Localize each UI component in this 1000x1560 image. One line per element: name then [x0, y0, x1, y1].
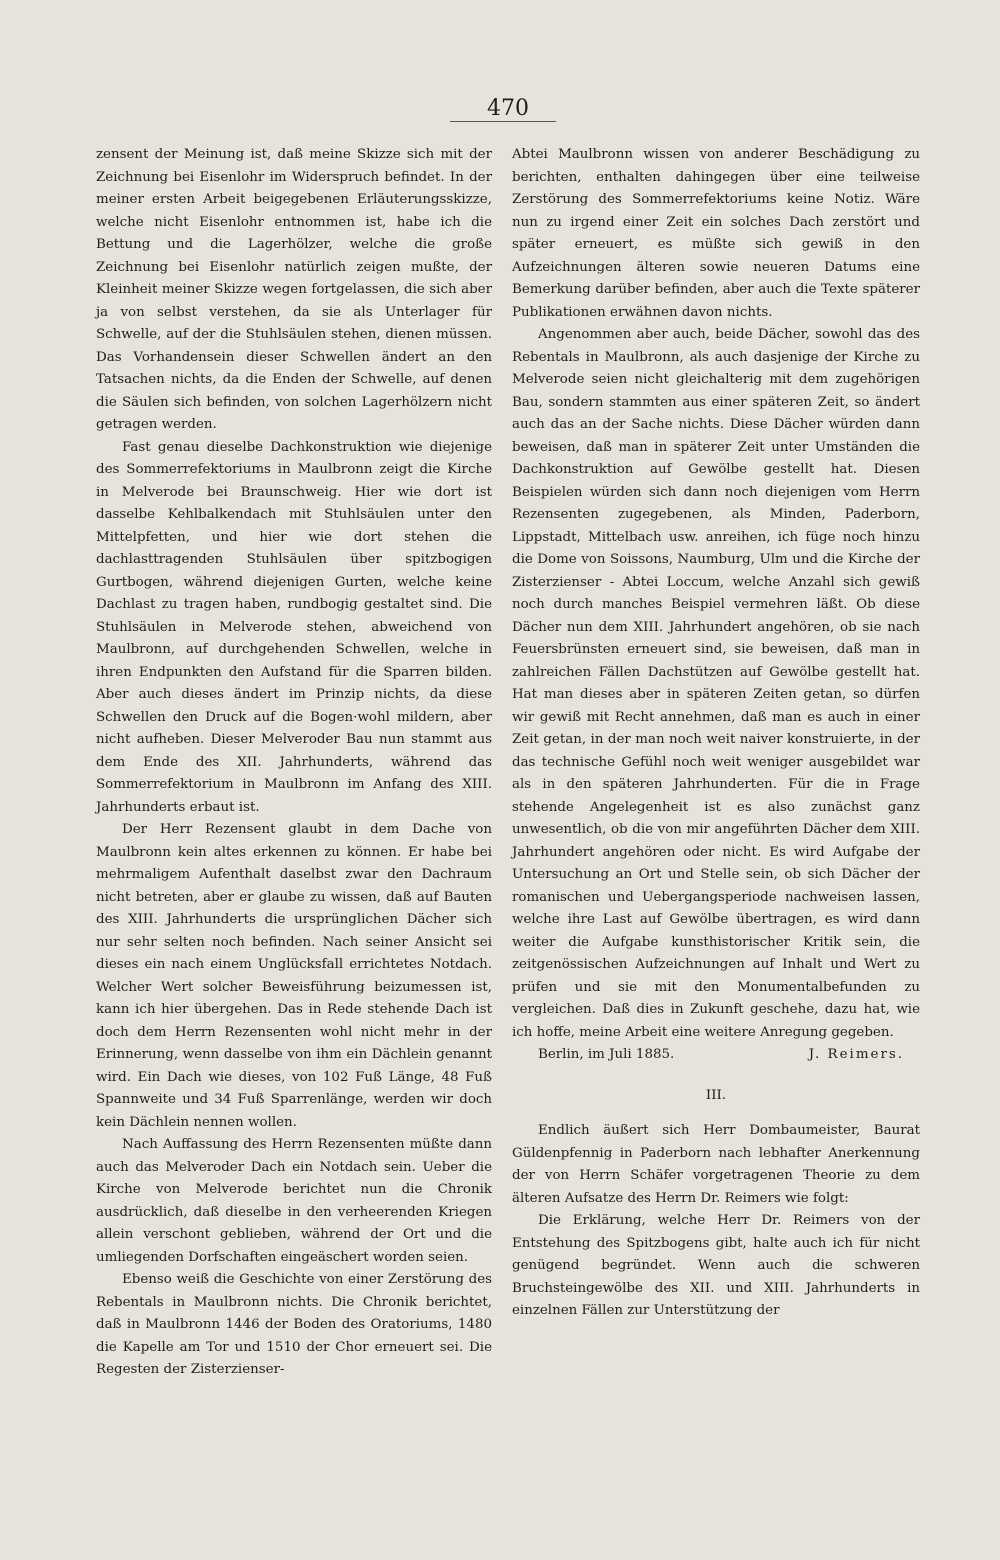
header-rule [450, 121, 556, 122]
paragraph: Die Erklärung, welche Herr Dr. Reimers von der Entstehung des Spitzbogens gibt, halte auch ich für nicht genügend begründet. Wenn auch die schweren Bruchsteingewölbe des XII. und XIII. Jahrhunderts in einzelnen Fällen zur Unterstützung der [512, 1213, 920, 1318]
paragraph: zensent der Meinung ist, daß meine Skizze sich mit der Zeichnung bei Eisenlohr im Widerspruch befindet. In der meiner ersten Arbeit beigegebenen Erläuterungsskizze, welche nicht Eisenlohr entnommen ist, habe ich die Bettung und die Lagerhölzer, welche die große Zeichnung bei Eisenlohr natürlich zeigen mußte, der Kleinheit meiner Skizze wegen fortgelassen, die sich aber ja von selbst verstehen, da sie als Unterlager für Schwelle, auf der die Stuhlsäulen stehen, dienen müssen. Das Vorhandensein dieser Schwellen ändert an den Tatsachen nichts, da die Enden der Schwelle, auf denen die Säulen sich befinden, von solchen Lagerhölzern nicht getragen werden. [96, 147, 492, 432]
paragraph: Fast genau dieselbe Dachkonstruktion wie diejenige des Sommerrefektoriums in Maulbronn zeigt die Kirche in Melverode bei Braunschweig. Hier wie dort ist dasselbe Kehlbalkendach mit Stuhlsäulen unter den Mittelpfetten, und hier wie dort stehen die dachlasttragenden Stuhlsäulen über spitzbogigen Gurtbogen, während diejenigen Gurten, welche keine Dachlast zu tragen haben, rundbogig gestaltet sind. Die Stuhlsäulen in Melverode stehen, abweichend von Maulbronn, auf durchgehenden Schwellen, welche in ihren Endpunkten den Aufstand für die Sparren bilden. Aber auch dieses ändert im Prinzip nichts, da diese Schwellen den Druck auf die Bogen·wohl mildern, aber nicht aufheben. Dieser Melveroder Bau nun stammt aus dem Ende des XII. Jahrhunderts, während das Sommerrefektorium in Maulbronn im Anfang des XIII. Jahrhunderts erbaut ist. [96, 439, 492, 815]
page-number: 470 [487, 96, 529, 121]
paragraph: Angenommen aber auch, beide Dächer, sowohl das des Rebentals in Maulbronn, als auch dasjenige der Kirche zu Melverode seien nicht gleichalterig mit dem zugehörigen Bau, sondern stammten aus einer späteren Zeit, so ändert auch das an der Sache nichts. Diese Dächer würden dann beweisen, daß man in späterer Zeit unter Umständen die Dachkonstruktion auf Gewölbe gestellt hat. Diesen Beispielen würden sich dann noch diejenigen vom Herrn Rezensenten zugegebenen, als Minden, Paderborn, Lippstadt, Mittelbach usw. anreihen, ich füge noch hinzu die Dome von Soissons, Naumburg, Ulm und die Kirche der Zisterzienser - Abtei Loccum, welche Anzahl sich gewiß noch durch manches Beispiel vermehren läßt. Ob diese Dächer nun dem XIII. Jahrhundert angehören, ob sie nach Feuersbrünsten erneuert sind, sie beweisen, daß man in zahlreichen Fällen Dachstützen auf Gewölbe gestellt hat. Hat man dieses aber in späteren Zeiten getan, so dürfen wir gewiß mit Recht annehmen, daß man es auch in einer Zeit getan, in der man noch weit naiver konstruierte, in der das technische Gefühl noch weit weniger ausgebildet war als in den späteren Jahrhunderten. Für die in Frage stehende Angelegenheit ist es also zunächst ganz unwesentlich, ob die von mir angeführten Dächer dem XIII. Jahrhundert angehören oder nicht. Es wird Aufgabe der Untersuchung an Ort und Stelle sein, ob sich Dächer der romanischen und Uebergangsperiode nachweisen lassen, welche ihre Last auf Gewölbe übertragen, es wird dann weiter die Aufgabe kunsthistorischer Kritik sein, die zeitgenössischen Aufzeichnungen auf Inhalt und Wert zu prüfen und sie mit den Monumentalbefunden zu vergleichen. Daß dies in Zukunft geschehe, dazu hat, wie ich hoffe, meine Arbeit eine weitere Anregung gegeben. [512, 327, 920, 1040]
place-date: Berlin, im Juli 1885. [538, 1047, 675, 1062]
paragraph: Ebenso weiß die Geschichte von einer Zerstörung des Rebentals in Maulbronn nichts. Die Chronik berichtet, daß in Maulbronn 1446 der Boden des Oratoriums, 1480 die Kapelle am Tor und 1510 der Chor erneuert sei. Die Regesten der Zisterzienser- [96, 1272, 492, 1377]
left-column [96, 144, 492, 1382]
author-name: J. Reimers. [808, 1047, 904, 1062]
section-heading: III. [705, 1087, 727, 1103]
paragraph: Nach Auffassung des Herrn Rezensenten müßte dann auch das Melveroder Dach ein Notdach sein. Ueber die Kirche von Melverode berichtet nun die Chronik ausdrücklich, daß dieselbe in den verheerenden Kriegen allein verschont geblieben, während der Ort und die umliegenden Dorfschaften eingeäschert worden seien. [96, 1137, 492, 1265]
paragraph: Endlich äußert sich Herr Dombaumeister, Baurat Güldenpfennig in Paderborn nach lebhafter Anerkennung der von Herrn Schäfer vorgetragenen Theorie zu dem älteren Aufsatze des Herrn Dr. Reimers wie folgt: [512, 1123, 920, 1206]
paragraph: Der Herr Rezensent glaubt in dem Dache von Maulbronn kein altes erkennen zu können. Er habe bei mehrmaligem Aufenthalt daselbst zwar den Dachraum nicht betreten, aber er glaube zu wissen, daß auf Bauten des XIII. Jahrhunderts die ursprünglichen Dächer sich nur sehr selten noch befinden. Nach seiner Ansicht sei dieses ein nach einem Unglücksfall errichtetes Notdach. Welcher Wert solcher Beweisführung beizumessen ist, kann ich hier übergehen. Das in Rede stehende Dach ist doch dem Herrn Rezensenten wohl nicht mehr in der Erinnerung, wenn dasselbe von ihm ein Dächlein genannt wird. Ein Dach wie dieses, von 102 Fuß Länge, 48 Fuß Spannweite und 34 Fuß Sparrenlänge, werden wir doch kein Dächlein nennen wollen. [96, 822, 492, 1130]
right-column [512, 144, 920, 1323]
paragraph: Abtei Maulbronn wissen von anderer Beschädigung zu berichten, enthalten dahingegen über eine teilweise Zerstörung des Sommerrefektoriums keine Notiz. Wäre nun zu irgend einer Zeit ein solches Dach zerstört und später erneuert, es müßte sich gewiß in den Aufzeichnungen älteren sowie neueren Datums eine Bemerkung darüber befinden, aber auch die Texte späterer Publikationen erwähnen davon nichts. [512, 147, 920, 320]
signature-line [512, 1044, 920, 1067]
